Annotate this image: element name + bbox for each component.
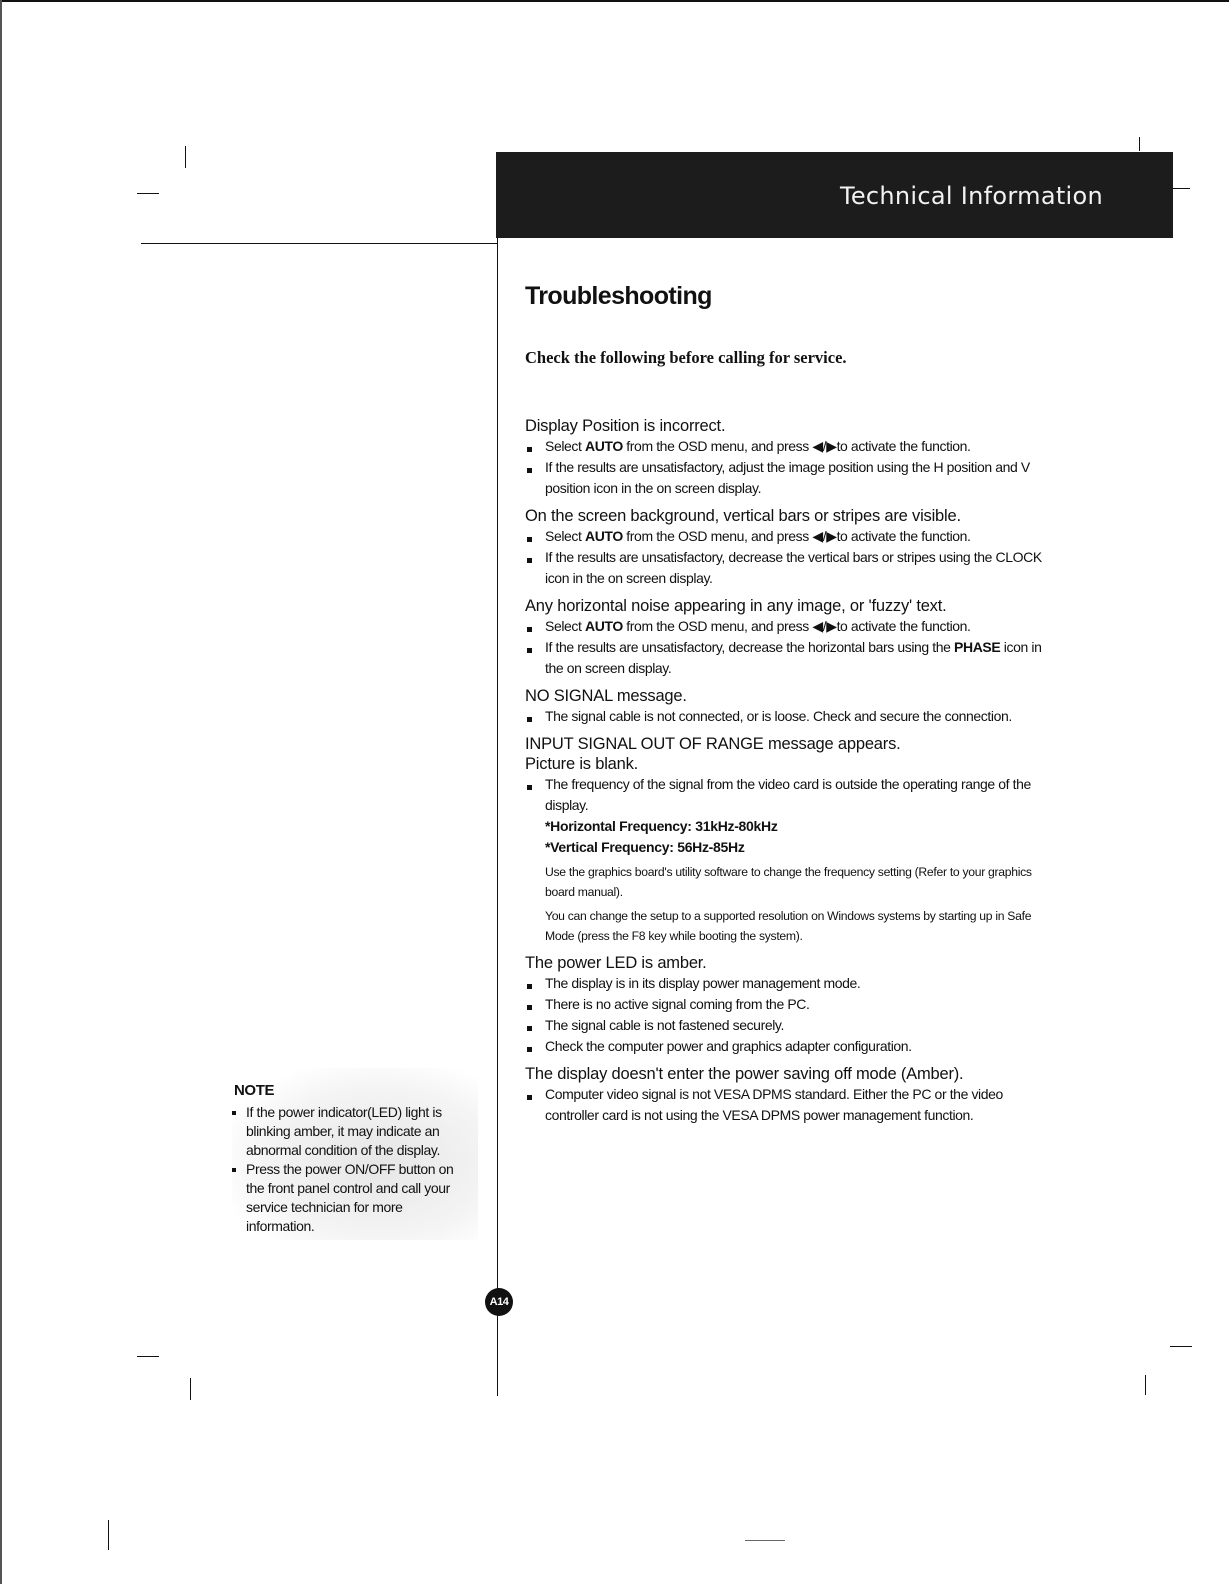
bullet-list [525, 973, 1045, 1057]
section-vertical-bars [525, 506, 1045, 589]
list-item: If the results are unsatisfactory, adjust the image position using the H position and V position icon in the on screen display. [525, 457, 1045, 499]
item-keyword: AUTO [585, 528, 623, 544]
section-heading: Any horizontal noise appearing in any image, or 'fuzzy' text. [525, 597, 947, 615]
item-keyword: PHASE [954, 639, 1001, 655]
troubleshooting-content [525, 416, 1045, 1133]
section-horizontal-noise [525, 596, 1045, 679]
crop-mark-top-left-horizontal [137, 193, 159, 194]
page-title: Troubleshooting [525, 282, 712, 310]
page-number-badge: A14 [485, 1288, 513, 1316]
crop-mark-top-right-vertical [1139, 137, 1140, 151]
section-heading: Display Position is incorrect. [525, 417, 726, 435]
list-item: Computer video signal is not VESA DPMS standard. Either the PC or the video controller card is not using the VESA DPMS power management function. [525, 1084, 1045, 1126]
safe-mode-note: You can change the setup to a supported resolution on Windows systems by starting up in Safe Mode (press the F8 key while booting the system). [545, 909, 1032, 943]
crop-mark-bottom-left-horizontal [137, 1356, 159, 1357]
bullet-list [525, 774, 1045, 946]
crop-mark-bottom-right-horizontal [1170, 1346, 1192, 1347]
item-text: from the OSD menu, and press ◀/▶to activate the function. [622, 438, 971, 454]
list-item: Press the power ON/OFF button on the front panel control and call your service technician for more information. [232, 1160, 467, 1236]
note-list [232, 1103, 467, 1236]
graphics-board-note: Use the graphics board's utility software to change the frequency setting (Refer to your graphics board manual). [545, 865, 1032, 899]
item-text: icon in the on screen display. [545, 639, 1042, 676]
list-item: The signal cable is not fastened securely. [525, 1015, 1045, 1036]
note-title: NOTE [234, 1082, 275, 1099]
item-text: The frequency of the signal from the video card is outside the operating range of the display. [545, 776, 1031, 813]
bottom-mark-right-horizontal [745, 1540, 785, 1541]
section-heading: NO SIGNAL message. [525, 687, 687, 705]
list-item: There is no active signal coming from the PC. [525, 994, 1045, 1015]
header-title: Technical Information [839, 182, 1103, 211]
item-text: from the OSD menu, and press ◀/▶to activate the function. [622, 618, 971, 634]
item-text: Select [545, 618, 585, 634]
item-text: Select [545, 528, 585, 544]
horizontal-frequency: *Horizontal Frequency: 31kHz-80kHz [545, 818, 778, 834]
section-out-of-range [525, 734, 1045, 946]
bullet-list [525, 616, 1045, 679]
header-bar [496, 152, 1173, 238]
list-item: Check the computer power and graphics adapter configuration. [525, 1036, 1045, 1057]
crop-mark-bottom-left-vertical [190, 1378, 191, 1400]
section-subheading: Picture is blank. [525, 755, 639, 773]
bottom-mark-left-vertical [108, 1520, 109, 1550]
page-subtitle: Check the following before calling for service. [525, 348, 847, 367]
item-text: If the results are unsatisfactory, decrease the horizontal bars using the [545, 639, 955, 655]
list-item: The display is in its display power management mode. [525, 973, 1045, 994]
item-text: from the OSD menu, and press ◀/▶to activate the function. [622, 528, 971, 544]
section-display-position [525, 416, 1045, 499]
section-power-saving [525, 1064, 1045, 1126]
column-divider [497, 158, 498, 1396]
left-header-rule [141, 243, 497, 244]
bullet-list [525, 436, 1045, 499]
bullet-list [525, 526, 1045, 589]
list-item [525, 616, 1045, 637]
crop-mark-top-left-vertical [185, 146, 186, 168]
section-heading: The power LED is amber. [525, 954, 707, 972]
item-keyword: AUTO [585, 438, 623, 454]
crop-mark-top-right-horizontal [1172, 188, 1190, 189]
section-no-signal [525, 686, 1045, 727]
list-item: If the power indicator(LED) light is blinking amber, it may indicate an abnormal condition of the display. [232, 1103, 467, 1160]
vertical-frequency: *Vertical Frequency: 56Hz-85Hz [545, 839, 745, 855]
section-heading: On the screen background, vertical bars or stripes are visible. [525, 507, 961, 525]
section-power-led-amber [525, 953, 1045, 1057]
item-text: Select [545, 438, 585, 454]
item-keyword: AUTO [585, 618, 623, 634]
bullet-list [525, 1084, 1045, 1126]
section-heading: INPUT SIGNAL OUT OF RANGE message appears. [525, 735, 901, 753]
list-item [525, 774, 1045, 946]
section-heading: The display doesn't enter the power saving off mode (Amber). [525, 1065, 964, 1083]
list-item [525, 526, 1045, 547]
list-item: The signal cable is not connected, or is loose. Check and secure the connection. [525, 706, 1045, 727]
list-item: If the results are unsatisfactory, decrease the vertical bars or stripes using the CLOCK icon in the on screen display. [525, 547, 1045, 589]
list-item [525, 436, 1045, 457]
top-border-line [0, 0, 1229, 2]
bullet-list [525, 706, 1045, 727]
left-border-line [0, 0, 2, 1584]
note-box [232, 1068, 478, 1240]
crop-mark-bottom-right-vertical [1145, 1375, 1146, 1395]
list-item [525, 637, 1045, 679]
